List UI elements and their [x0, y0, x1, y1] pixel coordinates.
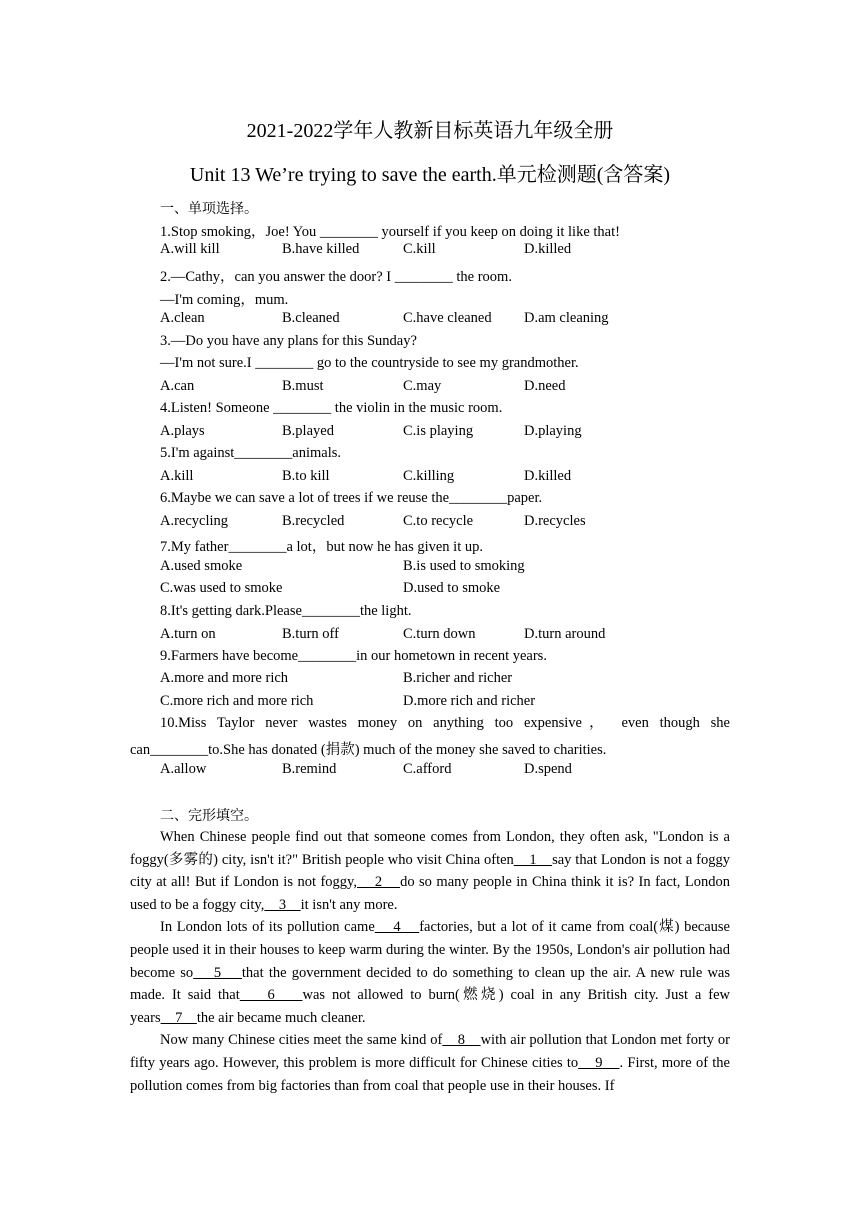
- cloze-text: was not allowed to burn(燃烧) coal in any British city. Just a few years: [130, 987, 731, 1026]
- cloze-text: Now many Chinese cities meet the same kind of: [160, 1032, 443, 1049]
- question-5-option-c[interactable]: C.killing: [403, 468, 455, 484]
- question-2-option-b[interactable]: B.cleaned: [282, 310, 340, 326]
- question-9-option-a[interactable]: A.more and more rich: [160, 670, 289, 686]
- question-10-stem: 10.Miss Taylor never wastes money on anything too expensive， even though she: [160, 715, 730, 731]
- question-2-stem: —I'm coming，mum.: [160, 292, 289, 308]
- question-4-option-a[interactable]: A.plays: [160, 423, 205, 439]
- document-subtitle: Unit 13 We’re trying to save the earth.单元检测题(含答案): [189, 164, 671, 186]
- question-9-option-d[interactable]: D.more rich and richer: [403, 693, 536, 709]
- cloze-blank-1[interactable]: 1: [513, 851, 553, 868]
- question-3-option-a[interactable]: A.can: [160, 378, 195, 394]
- question-3-option-b[interactable]: B.must: [282, 378, 324, 394]
- question-7-option-a[interactable]: A.used smoke: [160, 558, 243, 574]
- question-6-option-b[interactable]: B.recycled: [282, 513, 345, 529]
- section2-heading: 二、完形填空。: [160, 809, 258, 824]
- section1-heading: 一、单项选择。: [160, 202, 258, 217]
- question-10-option-d[interactable]: D.spend: [524, 761, 572, 777]
- question-5-option-d[interactable]: D.killed: [524, 468, 572, 484]
- question-1-option-d[interactable]: D.killed: [524, 241, 572, 257]
- question-5-option-b[interactable]: B.to kill: [282, 468, 330, 484]
- question-3-stem: 3.—Do you have any plans for this Sunday?: [160, 333, 417, 349]
- question-6-stem: 6.Maybe we can save a lot of trees if we reuse the________paper.: [160, 490, 543, 506]
- question-4-stem: 4.Listen! Someone ________ the violin in the music room.: [160, 400, 503, 416]
- question-9-option-c[interactable]: C.more rich and more rich: [160, 693, 314, 709]
- question-4-option-d[interactable]: D.playing: [524, 423, 582, 439]
- question-7-option-c[interactable]: C.was used to smoke: [160, 580, 283, 596]
- cloze-text: . First, more of the pollution comes from big factories than from coal that people use in their houses. If: [130, 1054, 730, 1094]
- question-8-option-c[interactable]: C.turn down: [403, 626, 476, 642]
- question-3-stem: —I'm not sure.I ________ go to the countryside to see my grandmother.: [160, 355, 579, 371]
- question-10-option-c[interactable]: C.afford: [403, 761, 452, 777]
- cloze-text: do so many people in China think it is? In fact, London used to be a foggy city,: [130, 874, 731, 913]
- question-8-option-b[interactable]: B.turn off: [282, 626, 339, 642]
- question-6-option-c[interactable]: C.to recycle: [403, 513, 474, 529]
- cloze-paragraph: [130, 826, 730, 916]
- question-1-option-c[interactable]: C.kill: [403, 241, 436, 257]
- question-5-stem: 5.I'm against________animals.: [160, 445, 342, 461]
- question-8-option-a[interactable]: A.turn on: [160, 626, 216, 642]
- document-title: 2021-2022学年人教新目标英语九年级全册: [246, 120, 614, 142]
- question-7-option-d[interactable]: D.used to smoke: [403, 580, 501, 596]
- cloze-paragraph: [130, 1029, 730, 1097]
- question-7-option-b[interactable]: B.is used to smoking: [403, 558, 525, 574]
- cloze-blank-2[interactable]: 2: [356, 874, 401, 891]
- question-1-option-a[interactable]: A.will kill: [160, 241, 220, 257]
- question-2-option-c[interactable]: C.have cleaned: [403, 310, 492, 326]
- cloze-passage: [130, 826, 730, 1097]
- cloze-text: factories, but a lot of it came from coal(煤) because people used it in their houses to keep warm during the winter. By the 1950s, London's air pollution had become so: [130, 919, 730, 981]
- question-3-option-d[interactable]: D.need: [524, 378, 566, 394]
- cloze-text: with air pollution that London met forty or fifty years ago. However, this problem is more difficult for Chinese cities to: [130, 1032, 731, 1071]
- question-2-option-a[interactable]: A.clean: [160, 310, 205, 326]
- question-4-option-c[interactable]: C.is playing: [403, 423, 474, 439]
- question-7-stem: 7.My father________a lot，but now he has given it up.: [160, 539, 483, 555]
- question-8-stem: 8.It's getting dark.Please________the light.: [160, 603, 412, 619]
- cloze-blank-5[interactable]: 5: [193, 964, 242, 981]
- question-10-option-b[interactable]: B.remind: [282, 761, 337, 777]
- question-1-option-b[interactable]: B.have killed: [282, 241, 360, 257]
- cloze-text: that the government decided to do something to clean up the air. A new rule was made. It said that: [130, 964, 731, 1004]
- cloze-blank-3[interactable]: 3: [264, 896, 301, 913]
- question-2-stem: 2.—Cathy，can you answer the door? I ________ the room.: [160, 269, 512, 285]
- question-10-option-a[interactable]: A.allow: [160, 761, 207, 777]
- question-8-option-d[interactable]: D.turn around: [524, 626, 606, 642]
- cloze-text: In London lots of its pollution came: [160, 919, 375, 936]
- question-5-option-a[interactable]: A.kill: [160, 468, 194, 484]
- cloze-paragraph: [130, 916, 730, 1029]
- cloze-blank-8[interactable]: 8: [442, 1032, 481, 1049]
- question-9-stem: 9.Farmers have become________in our hometown in recent years.: [160, 648, 547, 664]
- question-4-option-b[interactable]: B.played: [282, 423, 334, 439]
- cloze-text: say that London is not a foggy city at all! But if London is not foggy,: [130, 851, 731, 891]
- cloze-blank-4[interactable]: 4: [374, 919, 420, 936]
- cloze-text: the air became much cleaner.: [196, 1009, 366, 1026]
- question-6-option-a[interactable]: A.recycling: [160, 513, 229, 529]
- cloze-text: it isn't any more.: [300, 896, 398, 913]
- question-6-option-d[interactable]: D.recycles: [524, 513, 586, 529]
- question-9-option-b[interactable]: B.richer and richer: [403, 670, 513, 686]
- question-2-option-d[interactable]: D.am cleaning: [524, 310, 609, 326]
- cloze-blank-7[interactable]: 7: [160, 1009, 197, 1026]
- cloze-blank-6[interactable]: 6: [239, 987, 303, 1004]
- question-1-stem: 1.Stop smoking，Joe! You ________ yourself if you keep on doing it like that!: [160, 224, 620, 240]
- cloze-blank-9[interactable]: 9: [578, 1054, 620, 1071]
- question-3-option-c[interactable]: C.may: [403, 378, 442, 394]
- cloze-text: When Chinese people find out that someone comes from London, they often ask, "London is a foggy(多雾的) city, isn't it?" British people who visit China often: [130, 829, 730, 868]
- question-10-stem: can________to.She has donated (捐款) much of the money she saved to charities.: [130, 742, 607, 758]
